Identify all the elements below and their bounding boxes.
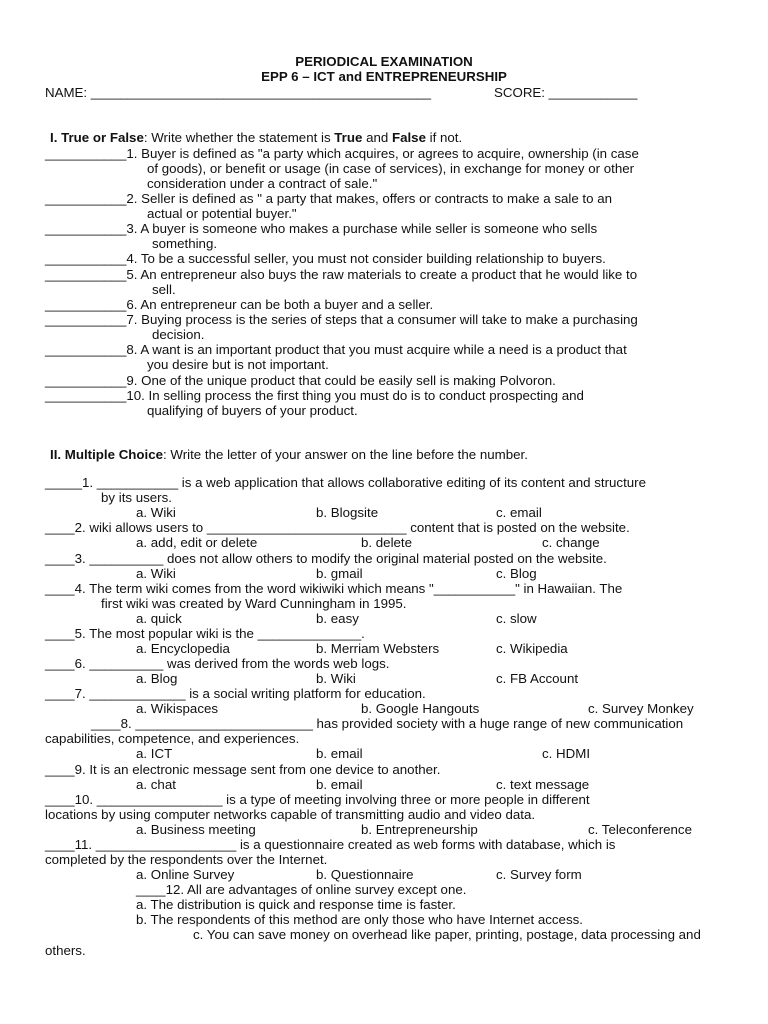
choice-option: c. Survey form (496, 867, 582, 882)
score-line[interactable]: SCORE: ____________ (494, 85, 638, 100)
mc-question[interactable]: ____10. _________________ is a type of meeting involving three or more people in different (45, 792, 590, 807)
mc-question[interactable]: ____7. _____________ is a social writing platform for education. (45, 686, 426, 701)
mc-text: by its users. (101, 490, 172, 505)
choice-option: c. Survey Monkey (588, 701, 694, 716)
mc-text: completed by the respondents over the Internet. (45, 852, 328, 867)
tf-item-continued: of goods), or benefit or usage (in case of services), in exchange for money or other (147, 161, 635, 176)
mc-question[interactable]: ____8. ________________________ has provided society with a huge range of new communication (91, 716, 684, 731)
tf-item-continued: sell. (152, 282, 176, 297)
part1-heading: I. True or False: Write whether the statement is True and False if not. (50, 130, 463, 145)
answer-blank[interactable]: ___________ (45, 373, 127, 388)
choice-option: b. gmail (316, 566, 363, 581)
choice-option: a. Wiki (136, 566, 176, 581)
choice-option: b. easy (316, 611, 359, 626)
mc-question[interactable]: ____9. It is an electronic message sent from one device to another. (45, 762, 441, 777)
mc-text: a. The distribution is quick and response time is faster. (136, 897, 456, 912)
answer-blank[interactable]: ___________ (45, 191, 127, 206)
mc-text: others. (45, 943, 86, 958)
choice-option: b. Merriam Websters (316, 641, 440, 656)
answer-blank[interactable]: ___________ (45, 297, 127, 312)
mc-question[interactable]: ____3. __________ does not allow others to modify the original material posted on the website. (45, 551, 607, 566)
part1-title: I. True or False (50, 130, 144, 145)
mc-question[interactable]: ____12. All are advantages of online survey except one. (136, 882, 467, 897)
mc-question[interactable]: ____4. The term wiki comes from the word wikiwiki which means "___________" in Hawaiian. The (45, 581, 623, 596)
choice-option: b. Entrepreneurship (361, 822, 478, 837)
answer-blank[interactable]: ___________ (45, 251, 127, 266)
mc-question[interactable]: ____5. The most popular wiki is the ______________. (45, 626, 365, 641)
exam-subtitle: EPP 6 – ICT and ENTREPRENEURSHIP (261, 69, 507, 84)
choice-option: a. Wikispaces (136, 701, 219, 716)
answer-blank[interactable]: ___________ (45, 342, 127, 357)
exam-title: PERIODICAL EXAMINATION (295, 54, 473, 69)
choice-option: c. email (496, 505, 542, 520)
tf-item-continued: you desire but is not important. (147, 357, 329, 372)
tf-item: ___________5. An entrepreneur also buys the raw materials to create a product that he would like to (45, 267, 638, 282)
tf-item: ___________10. In selling process the first thing you must do is to conduct prospecting and (45, 388, 584, 403)
choice-option: c. FB Account (496, 671, 579, 686)
mc-text: capabilities, competence, and experiences. (45, 731, 300, 746)
choice-option: a. ICT (136, 746, 173, 761)
tf-item-continued: decision. (152, 327, 205, 342)
choice-option: b. Questionnaire (316, 867, 414, 882)
choice-option: b. Blogsite (316, 505, 379, 520)
choice-option: c. Blog (496, 566, 537, 581)
tf-item: ___________8. A want is an important product that you must acquire while a need is a product that (45, 342, 627, 357)
tf-item: ___________2. Seller is defined as " a party that makes, offers or contracts to make a sale to an (45, 191, 612, 206)
tf-item-continued: actual or potential buyer." (147, 206, 297, 221)
answer-blank[interactable]: ___________ (45, 267, 127, 282)
mc-text: first wiki was created by Ward Cunningham in 1995. (101, 596, 407, 611)
answer-blank[interactable]: ___________ (45, 221, 127, 236)
answer-blank[interactable]: ___________ (45, 146, 127, 161)
tf-item-continued: consideration under a contract of sale." (147, 176, 378, 191)
choice-option: a. Blog (136, 671, 178, 686)
name-line[interactable]: NAME: ______________________________________________ (45, 85, 431, 100)
choice-option: c. change (542, 535, 600, 550)
mc-text: c. You can save money on overhead like paper, printing, postage, data processing and (193, 927, 701, 942)
choice-option: a. chat (136, 777, 176, 792)
choice-option: b. Google Hangouts (361, 701, 480, 716)
mc-question[interactable]: ____2. wiki allows users to ___________________________ content that is posted on the website. (45, 520, 630, 535)
mc-question[interactable]: ____11. ___________________ is a questionnaire created as web forms with database, which is (45, 837, 616, 852)
mc-question[interactable]: ____6. __________ was derived from the words web logs. (45, 656, 390, 671)
answer-blank[interactable]: ___________ (45, 312, 127, 327)
choice-option: a. Online Survey (136, 867, 235, 882)
choice-option: a. add, edit or delete (136, 535, 258, 550)
choice-option: b. Wiki (316, 671, 356, 686)
choice-option: b. delete (361, 535, 413, 550)
mc-text: b. The respondents of this method are only those who have Internet access. (136, 912, 583, 927)
part2-heading: II. Multiple Choice: Write the letter of your answer on the line before the number. (50, 447, 528, 462)
mc-question[interactable]: _____1. ___________ is a web application that allows collaborative editing of its content and structure (45, 475, 646, 490)
mc-text: locations by using computer networks capable of transmitting audio and video data. (45, 807, 536, 822)
choice-option: a. Encyclopedia (136, 641, 230, 656)
choice-option: b. email (316, 777, 363, 792)
choice-option: c. text message (496, 777, 590, 792)
answer-blank[interactable]: ___________ (45, 388, 127, 403)
choice-option: a. Wiki (136, 505, 176, 520)
tf-item: ___________6. An entrepreneur can be both a buyer and a seller. (45, 297, 434, 312)
tf-item: ___________7. Buying process is the series of steps that a consumer will take to make a purchasing (45, 312, 638, 327)
choice-option: c. Wikipedia (496, 641, 568, 656)
tf-item-continued: something. (152, 236, 218, 251)
tf-item: ___________4. To be a successful seller, you must not consider building relationship to buyers. (45, 251, 606, 266)
choice-option: b. email (316, 746, 363, 761)
choice-option: c. Teleconference (588, 822, 692, 837)
choice-option: c. slow (496, 611, 537, 626)
tf-item-continued: qualifying of buyers of your product. (147, 403, 358, 418)
part2-title: II. Multiple Choice (50, 447, 164, 462)
tf-item: ___________1. Buyer is defined as "a party which acquires, or agrees to acquire, ownership (in case (45, 146, 639, 161)
tf-item: ___________3. A buyer is someone who makes a purchase while seller is someone who sells (45, 221, 598, 236)
choice-option: a. Business meeting (136, 822, 256, 837)
tf-item: ___________9. One of the unique product that could be easily sell is making Polvoron. (45, 373, 556, 388)
choice-option: a. quick (136, 611, 182, 626)
choice-option: c. HDMI (542, 746, 591, 761)
